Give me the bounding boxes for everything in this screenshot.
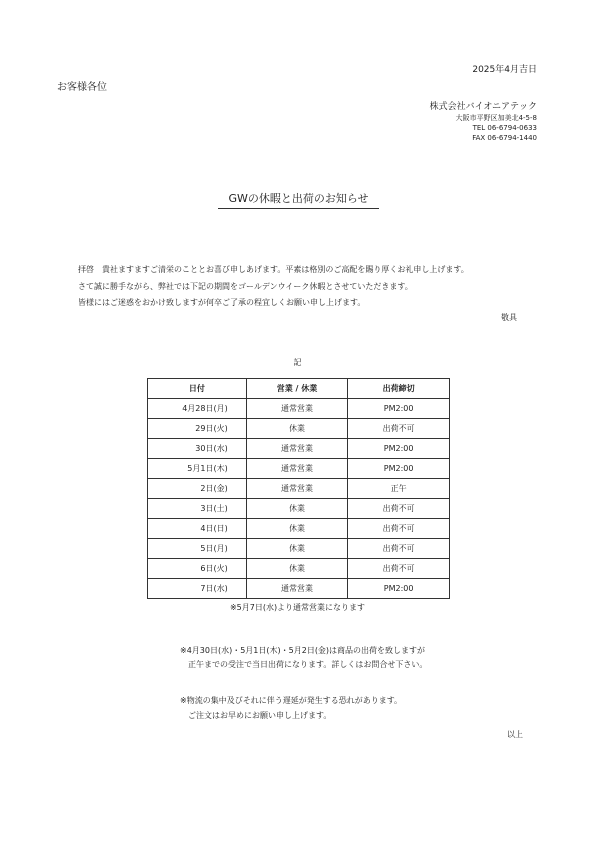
row-cutoff: PM2:00	[348, 399, 450, 419]
row-date: 4月28日(月)	[148, 399, 247, 419]
row-cutoff: PM2:00	[348, 579, 450, 599]
header-status: 営業 / 休業	[246, 379, 348, 399]
ki-heading: 記	[293, 358, 302, 367]
note-1-line-1: ※4月30日(水)・5月1日(木)・5月2日(金)は商品の出荷を致しますが	[180, 646, 426, 655]
company-tel: TEL 06-6794-0633	[472, 124, 537, 132]
row-status: 通常営業	[246, 579, 348, 599]
header-cutoff: 出荷締切	[348, 379, 450, 399]
row-date: 4日(日)	[148, 519, 247, 539]
table-row	[148, 579, 450, 599]
row-cutoff: 出荷不可	[348, 539, 450, 559]
company-name: 株式会社バイオニアテック	[429, 102, 537, 112]
note-1-line-2: 正午までの受注で当日出荷になります。詳しくはお問合せ下さい。	[188, 660, 428, 669]
table-row	[148, 459, 450, 479]
header-date: 日付	[148, 379, 247, 399]
table-row	[148, 519, 450, 539]
row-status: 休業	[246, 499, 348, 519]
row-date: 5月1日(木)	[148, 459, 247, 479]
row-status: 通常営業	[246, 459, 348, 479]
row-date: 5日(月)	[148, 539, 247, 559]
company-fax: FAX 06-6794-1440	[472, 134, 537, 142]
table-row	[148, 399, 450, 419]
row-cutoff: 出荷不可	[348, 419, 450, 439]
row-cutoff: PM2:00	[348, 439, 450, 459]
table-row	[148, 559, 450, 579]
table-note: ※5月7日(水)より通常営業になります	[229, 603, 366, 612]
table-row	[148, 479, 450, 499]
row-cutoff: 正午	[348, 479, 450, 499]
row-status: 通常営業	[246, 439, 348, 459]
row-date: 7日(水)	[148, 579, 247, 599]
closing-keigu: 敬具	[501, 313, 517, 322]
letter-date: 2025年4月吉日	[472, 65, 537, 75]
row-date: 3日(土)	[148, 499, 247, 519]
schedule-table	[147, 378, 450, 599]
row-status: 通常営業	[246, 479, 348, 499]
note-2-line-2: ご注文はお早めにお願い申し上げます。	[188, 711, 332, 720]
addressee: お客様各位	[57, 82, 107, 93]
row-status: 休業	[246, 519, 348, 539]
row-date: 30日(水)	[148, 439, 247, 459]
body-line-3: 皆様にはご迷惑をおかけ致しますが何卒ご了承の程宜しくお願い申し上げます。	[78, 298, 366, 307]
table-row	[148, 539, 450, 559]
body-line-1: 拝啓 貴社ますますご清栄のこととお喜び申しあげます。平素は格別のご高配を賜り厚くお礼申し上げます。	[78, 265, 469, 274]
row-status: 休業	[246, 559, 348, 579]
company-address: 大阪市平野区加美北4-5-8	[455, 114, 537, 122]
row-date: 6日(火)	[148, 559, 247, 579]
table-row	[148, 499, 450, 519]
note-2-line-1: ※物流の集中及びそれに伴う遅延が発生する恐れがあります。	[180, 696, 403, 705]
closing-ijou: 以上	[507, 730, 523, 739]
table-row	[148, 419, 450, 439]
table-header-row	[148, 379, 450, 399]
row-status: 通常営業	[246, 399, 348, 419]
document-title: GWの休暇と出荷のお知らせ	[218, 190, 379, 209]
row-cutoff: 出荷不可	[348, 499, 450, 519]
row-date: 2日(金)	[148, 479, 247, 499]
row-cutoff: 出荷不可	[348, 559, 450, 579]
row-cutoff: PM2:00	[348, 459, 450, 479]
row-status: 休業	[246, 419, 348, 439]
row-cutoff: 出荷不可	[348, 519, 450, 539]
body-line-2: さて誠に勝手ながら、弊社では下記の期間をゴールデンウイーク休暇とさせていただきます。	[78, 282, 413, 291]
row-status: 休業	[246, 539, 348, 559]
table-row	[148, 439, 450, 459]
row-date: 29日(火)	[148, 419, 247, 439]
